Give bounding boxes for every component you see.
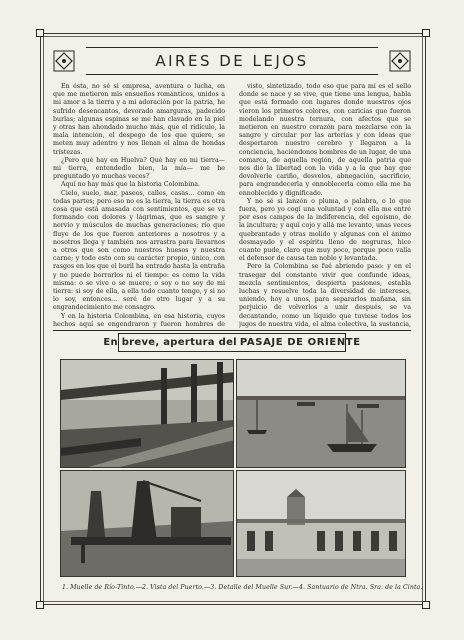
corner-ornament-icon (36, 29, 44, 37)
photo-caption: 1. Muelle de Río-Tinto.—2. Vista del Puerto.—3. Detalle del Muelle Sur.—4. Santuario de Ntra. Sra. de la Cinta. (62, 584, 423, 591)
paragraph: visto, sintetizado, todo eso que para mí es el sello donde se nace y se vive, que tiene una lengua, habla que está formado con lugares donde nuestros ojos vieron los primeros colores, con caricias que fueron modelando nuestra ternura, con afectos que se metieron en nuestro corazón para mezclarse con la sangre y circular por las arterias y con ideas que despertaron nuestro cerebro y llegaron a la conciencia, haciéndonos hombres de un lugar, de una comarca, de aquella región, de aquella patria que nos dió la libertad con la vida y a la que hay que devolverle cariño, desvelos, abnegación, sacrificio, para engrandecerla y ennoblecerla como ella me ha ennoblecido y dignificado. (239, 83, 411, 197)
photo-grid (60, 359, 406, 577)
title-box (86, 47, 378, 75)
announcement-banner (103, 333, 361, 352)
corner-ornament-icon (422, 29, 430, 37)
paragraph: Pero la Colombina se fué abriendo paso: y en el trasegar del constante vivir que confunde ideas, mezcla sentimientos, despierta pasiones, establa luchas y resuelve toda la diversidad de intereses, uniendo, hoy a unos, para separarlos mañana, sin perjuicio de volverlos a unir después, se va decantando, como un líquido que tuviese todos los jugos de nuestra vida, el alma colectiva, la sustancia, (239, 263, 411, 329)
photo-santuario-cinta (236, 470, 406, 577)
paragraph: ¿Pero qué hay en Huelva? Qué hay en mi tierra—mi tierra, entendedlo bien, la mía— me he preguntado yo muchas veces? (53, 156, 225, 181)
corner-ornament-icon (36, 601, 44, 609)
paragraph: Y en la historia Colombina, en esa historia, cuyos hechos aquí se engendraron y fueron hombres de (53, 312, 225, 328)
paragraph: Y no sé si lanzón o pluma, o palabra, o lo que fuera, pero yo cogí una voluntad y con ella me entré por esos campos de la indiferencia, del egoísmo, de la incultura; y aquí cojo y allá me levanto, unas veces quebrantado y otras molido y algunas con el ánimo desmayado y el espíritu lleno de negruras, hice cuanto pude, claro que muy poco, porque poco valía el defensor de causa tan noble y levantada. (239, 197, 411, 263)
corner-ornament-icon (422, 601, 430, 609)
banner-prefix: En breve, apertura del (103, 337, 237, 348)
section-divider (53, 330, 411, 331)
banner-highlight: PASAJE DE ORIENTE (239, 337, 361, 348)
photo-detalle-muelle-sur (60, 470, 234, 577)
paragraph: En ésta, no sé si empresa, aventura o lucha, en que me metieron mis ensueños románticos, unidos a mi amor a la tierra y a mi adoración por la patria, he sufrido desencantos, devorado amarguras, padecido burlas; algunas espinas se me han clavado en la piel y otras han ahondado mucho más, que el ridículo, la mala intención, el despego de los que quiere, se meten muy adentro y nos llenan el alma de hondas tristezas. (53, 83, 225, 156)
photo-vista-puerto (236, 359, 406, 468)
article-body (53, 83, 411, 329)
diamond-ornament-icon (52, 49, 76, 73)
diamond-ornament-icon (388, 49, 412, 73)
paragraph: Cielo, suelo, mar, paseos, calles, casas... como en todas partes; pero eso no es la tierra, la tierra es otra cosa que está amasada con sentimientos, que se va formando con dolores y lágrimas, que es sangre y nervio y músculos de muchas generaciones; río que fluye de los que fueron anteriores a nosotros y a nosotros llega y también nos arrastra para llevarnos a otros que son como nuestros huesos y nuestra carne; y todo esto con su carácter propio, único, con rasgos en los que el buril ha entrado hasta la entraña y no puede borrarlos ni el tiempo: es como la vida misma: o se vive o se muere; o soy o no soy de mi tierra: si soy de ella, a ella todo cuanto tengo, y si no lo soy, entonces... seré de otro lugar y a su engrandecimiento me consagro. (53, 189, 225, 312)
photo-muelle-rio-tinto (60, 359, 234, 468)
article-column-right (239, 83, 411, 329)
page-title: AIRES DE LEJOS (155, 52, 309, 70)
paragraph: Aquí no hay más que la historia Colombina. (61, 181, 201, 189)
article-header (52, 44, 412, 78)
article-column-left (53, 83, 225, 329)
